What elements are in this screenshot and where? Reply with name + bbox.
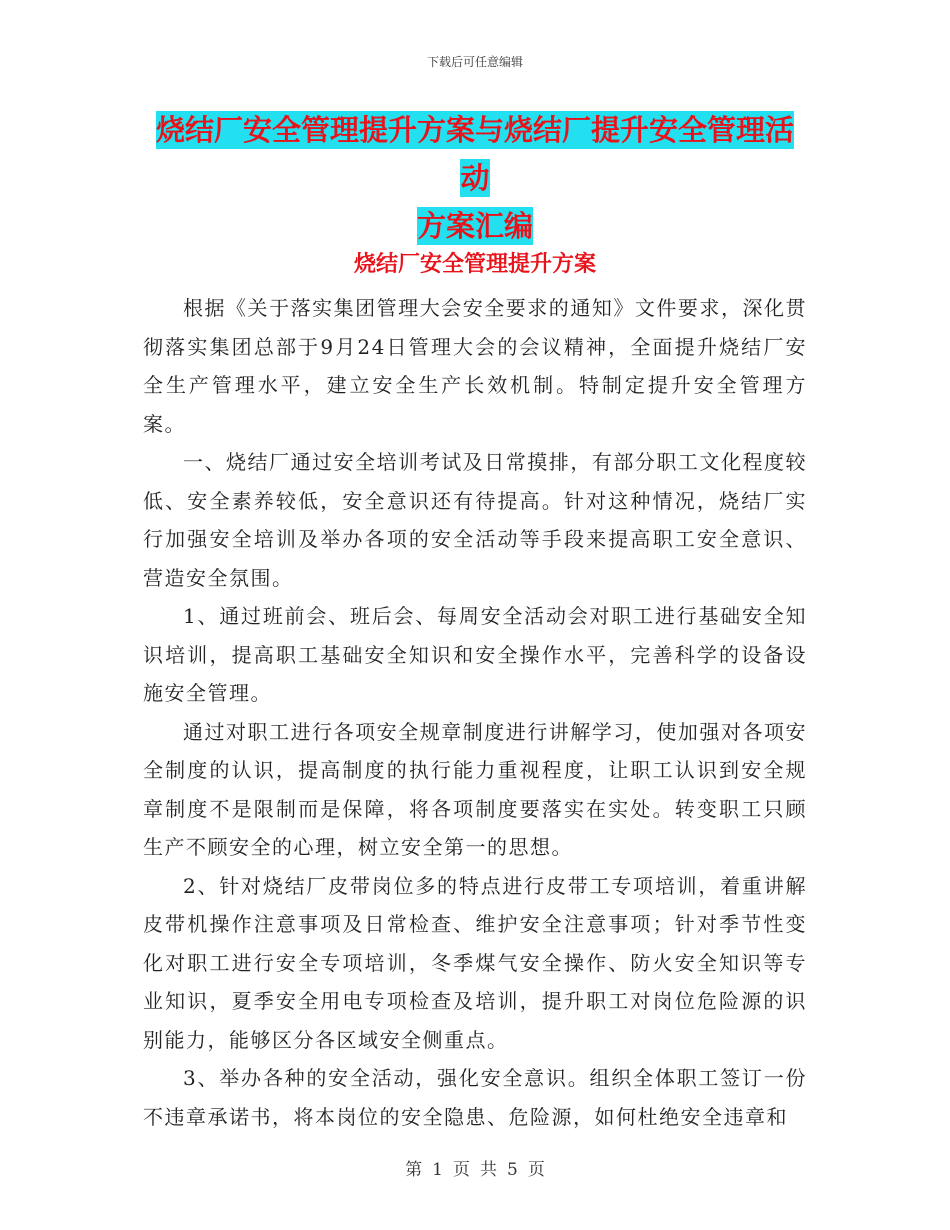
total-pages: 5 [507, 1160, 518, 1180]
paragraph: 1、通过班前会、班后会、每周安全活动会对职工进行基础安全知识培训，提高职工基础安全知识和安全操作水平，完善科学的设备设施安全管理。 [143, 604, 807, 705]
page-number: 1 [432, 1160, 443, 1180]
paragraph: 根据《关于落实集团管理大会安全要求的通知》文件要求，深化贯彻落实集团总部于9月24日管理大会的会议精神，全面提升烧结厂安全生产管理水平，建立安全生产长效机制。特制定提升安全管理方案。 [143, 296, 807, 436]
header-note: 下载后可任意编辑 [426, 55, 523, 69]
document-title-line2: 方案汇编 [416, 209, 533, 243]
page-label-mid: 页 [453, 1160, 470, 1180]
total-label: 共 [480, 1160, 497, 1180]
page-footer [0, 1155, 950, 1180]
document-body [143, 289, 807, 1136]
page-label-prefix: 第 [405, 1160, 423, 1180]
section-title: 烧结厂安全管理提升方案 [353, 252, 596, 277]
paragraph: 通过对职工进行各项安全规章制度进行讲解学习，使加强对各项安全制度的认识，提高制度的执行能力重视程度，让职工认识到安全规章制度不是限制而是保障，将各项制度要落实在实处。转变职工只顾生产不顾安全的心理，树立安全第一的思想。 [143, 719, 807, 859]
document-title-line1: 烧结厂安全管理提升方案与烧结厂提升安全管理活动 [155, 113, 794, 195]
document-title [150, 106, 800, 250]
paragraph: 3、举办各种的安全活动，强化安全意识。组织全体职工签订一份不违章承诺书，将本岗位的安全隐患、危险源，如何杜绝安全违章和 [143, 1066, 807, 1129]
paragraph: 一、烧结厂通过安全培训考试及日常摸排，有部分职工文化程度较低、安全素养较低，安全意识还有待提高。针对这种情况，烧结厂实行加强安全培训及举办各项的安全活动等手段来提高职工安全意识、营造安全氛围。 [143, 450, 807, 590]
paragraph: 2、针对烧结厂皮带岗位多的特点进行皮带工专项培训，着重讲解皮带机操作注意事项及日常检查、维护安全注意事项；针对季节性变化对职工进行安全专项培训，冬季煤气安全操作、防火安全知识等专业知识，夏季安全用电专项检查及培训，提升职工对岗位危险源的识别能力，能够区分各区域安全侧重点。 [143, 873, 807, 1052]
page-label-suffix: 页 [527, 1160, 545, 1180]
